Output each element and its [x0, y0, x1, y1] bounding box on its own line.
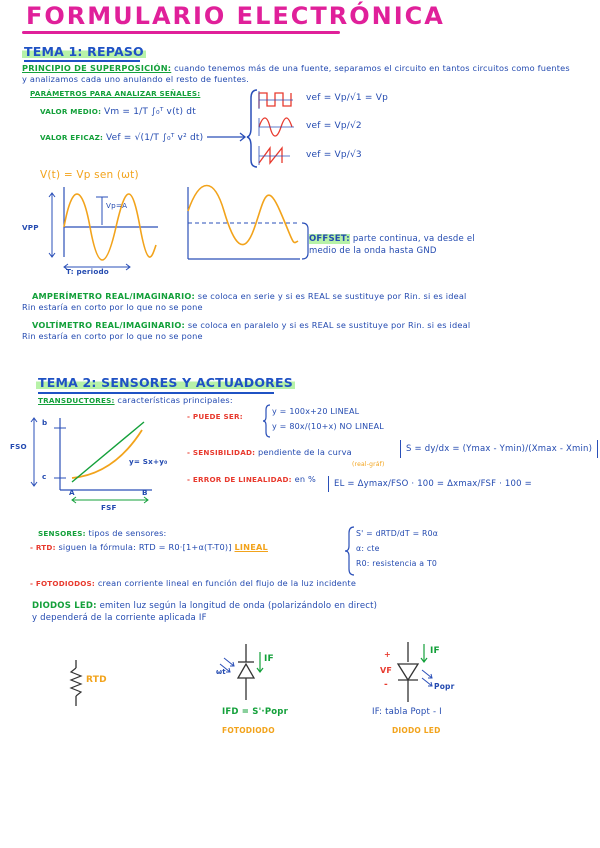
sine-wave-icon [258, 117, 298, 137]
valor-medio-formula: Vm = 1/T ∫₀ᵀ v(t) dt [104, 107, 196, 117]
square-wave-icon [258, 90, 298, 110]
rtd-def2: α: cte [356, 544, 380, 553]
fd-symbol-if: IF [264, 654, 274, 664]
rtd-definitions [356, 526, 438, 571]
fotodiodos-label: - FOTODIODOS: [30, 579, 95, 588]
transductores-label: TRANSDUCTORES: [38, 396, 115, 405]
voltimetro-label: VOLTÍMETRO REAL/IMAGINARIO: [32, 320, 185, 330]
vef-square: vef = Vp/√1 = Vp [306, 93, 388, 103]
led-if: IF [430, 646, 440, 656]
led-name: DIODO LED [392, 726, 441, 735]
rtd-block [30, 542, 268, 553]
error-block [187, 474, 316, 485]
diodos-line1: emiten luz según la longitud de onda (polarizándolo en direct) [99, 601, 378, 611]
sensibilidad-formula: S = dy/dx = (Ymax - Ymin)/(Xmax - Xmin) [400, 440, 598, 458]
error-formula: EL = Δymax/FSO · 100 = Δxmax/FSF · 100 = [328, 476, 537, 492]
vt-formula: V(t) = Vp sen (ωt) [40, 169, 139, 181]
section-heading-tema2: TEMA 2: SENSORES Y ACTUADORES [38, 375, 293, 390]
led-vf: VF [380, 666, 393, 675]
led-minus: - [384, 680, 388, 690]
led-formula: IF: tabla Popt - I [372, 707, 442, 717]
offset-block [309, 233, 599, 257]
heading-underline [38, 392, 274, 394]
page-title: FORMULARIO ELECTRÓNICA [26, 2, 445, 30]
brace-graphic [344, 526, 356, 576]
rtd-def1: S' = dRTD/dT = R0α [356, 529, 439, 538]
offset-text-line2: medio de la onda hasta GND [309, 246, 437, 256]
fotodiodos-text: crean corriente lineal en función del flujo de la luz incidente [97, 578, 357, 588]
diodos-label: DIODOS LED: [32, 601, 97, 611]
puede-ser-options [272, 404, 384, 434]
section-heading-tema1: TEMA 1: REPASO [24, 44, 144, 59]
rtd-label: - RTD: [30, 543, 56, 552]
fd-name: FOTODIODO [222, 726, 275, 735]
led-symbol [390, 640, 450, 706]
led-popr: Popr [434, 682, 455, 691]
title-underline [22, 31, 340, 34]
triangle-wave-icon [258, 145, 298, 167]
voltimetro-line1: se coloca en paralelo y si es REAL se sustituye por Rin. si es ideal [187, 320, 471, 330]
voltimetro-block [22, 320, 598, 342]
valor-eficaz [40, 132, 203, 144]
led-plus: + [384, 650, 391, 659]
periodo-label: T: periodo [66, 267, 109, 276]
amperimetro-line2: Rin estaría en corto por lo que no se pone [22, 302, 203, 312]
rtd-symbol-label: RTD [86, 675, 107, 685]
valor-eficaz-label: VALOR EFICAZ: [40, 133, 104, 142]
vpp-label: VPP [22, 223, 39, 232]
brace-graphic [262, 404, 272, 438]
puede-ser-label: - PUEDE SER: [187, 412, 243, 421]
sensores-label: SENSORES: [38, 529, 86, 538]
diodos-block [32, 600, 592, 624]
fd-symbol-w: ωt [216, 668, 226, 676]
sensibilidad-text: pendiente de la curva [258, 447, 352, 457]
rtd-text: siguen la fórmula: RTD = R0·[1+α(T-T0)] [58, 542, 232, 552]
transductores-text: características principales: [117, 395, 233, 405]
principio-label: PRINCIPIO DE SUPERPOSICIÓN: [22, 63, 172, 73]
fsf-label: FSF [101, 503, 117, 512]
parametros-label: PARÁMETROS PARA ANALIZAR SEÑALES: [30, 89, 201, 98]
sine-signal-plot [40, 185, 180, 275]
axis-label-a: A [69, 488, 75, 497]
vp-label: Vp=A [106, 201, 128, 210]
valor-medio-label: VALOR MEDIO: [40, 107, 102, 116]
diodos-line2: y dependerá de la corriente aplicada IF [32, 613, 207, 623]
valor-medio [40, 106, 196, 118]
fit-formula: y= Sx+y₀ [129, 457, 168, 466]
sensibilidad-block [187, 447, 352, 458]
fotodiodos-block [30, 578, 356, 589]
transductores-block [38, 395, 233, 406]
amperimetro-line1: se coloca en serie y si es REAL se sustituye por Rin. si es ideal [197, 291, 467, 301]
amperimetro-label: AMPERÍMETRO REAL/IMAGINARIO: [32, 291, 195, 301]
brace-arrow-graphic [205, 88, 265, 168]
fd-formula: IFD = S'·Popr [222, 707, 288, 717]
error-label: - ERROR DE LINEALIDAD: [187, 475, 292, 484]
amperimetro-block [22, 291, 598, 313]
principio-block [22, 63, 600, 85]
rtd-def3: R0: resistencia a T0 [356, 559, 438, 568]
error-note: (real-gráf) [352, 461, 385, 468]
sensibilidad-label: - SENSIBILIDAD: [187, 448, 256, 457]
principio-line1: cuando tenemos más de una fuente, separamos el circuito en tantos circuitos como fuentes [174, 63, 570, 73]
puede-ser-nolineal: y = 80x/(10+x) NO LINEAL [272, 422, 384, 431]
offset-text-line1: parte continua, va desde el [352, 234, 475, 244]
heading-underline [24, 60, 140, 62]
rtd-lineal: LINEAL [234, 542, 268, 552]
vef-sine: vef = Vp/√2 [306, 121, 362, 131]
sensores-text: tipos de sensores: [88, 528, 167, 538]
offset-label: OFFSET: [309, 234, 350, 244]
axis-label-c: c [42, 472, 47, 481]
voltimetro-line2: Rin estaría en corto por lo que no se pone [22, 331, 203, 341]
fso-label: FSO [10, 442, 27, 451]
axis-label-b2: B [142, 488, 148, 497]
offset-signal-plot [184, 185, 314, 265]
principio-line2: y analizamos cada uno anulando el resto de fuentes. [22, 74, 250, 84]
rtd-resistor-symbol [68, 660, 84, 706]
axis-label-b: b [42, 418, 48, 427]
valor-eficaz-formula: Vef = √(1/T ∫₀ᵀ v² dt) [105, 133, 204, 143]
puede-ser-lineal: y = 100x+20 LINEAL [272, 407, 360, 416]
error-text: en % [294, 474, 316, 484]
sensores-block [38, 528, 167, 539]
vef-triangle: vef = Vp/√3 [306, 150, 362, 160]
